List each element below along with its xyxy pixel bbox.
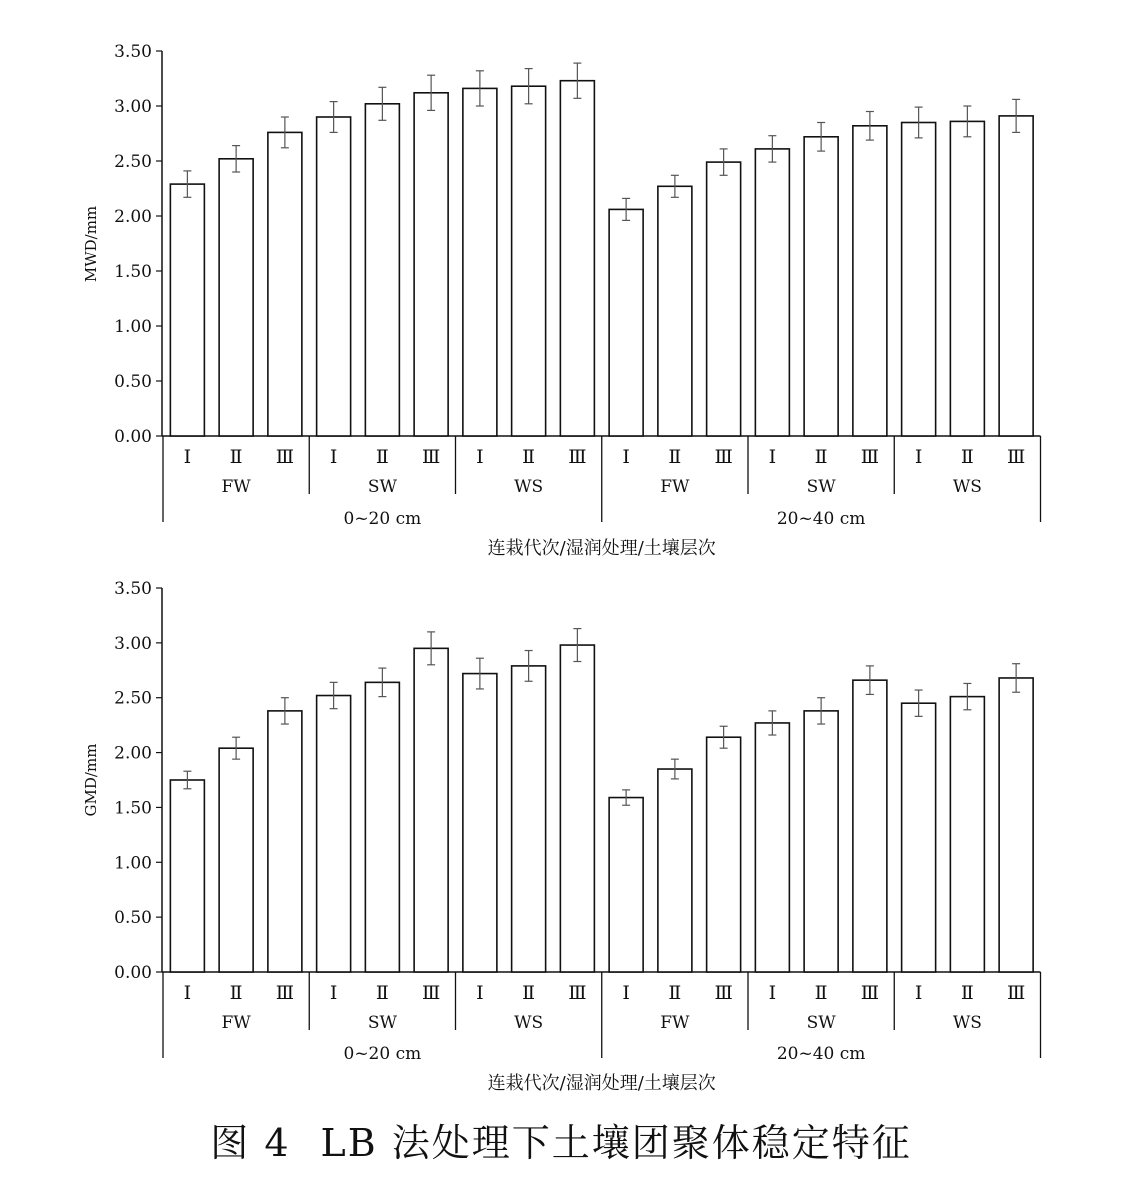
- x-axis-title: 连栽代次/湿润处理/土壤层次: [487, 538, 716, 559]
- x-group-label: SW: [806, 1013, 836, 1033]
- y-tick-label: 0.50: [114, 908, 152, 929]
- bar: [219, 748, 253, 972]
- bar: [609, 798, 643, 972]
- y-tick-label: 2.00: [114, 743, 152, 764]
- x-category-label: Ⅰ: [622, 446, 630, 468]
- bar: [658, 186, 692, 436]
- x-category-label: Ⅱ: [960, 446, 974, 468]
- y-tick-label: 2.50: [114, 688, 152, 709]
- bar: [707, 162, 741, 436]
- y-axis-title: MWD/mm: [82, 205, 100, 283]
- x-group-label: WS: [514, 477, 544, 497]
- x-category-label: Ⅱ: [668, 446, 682, 468]
- y-tick-label: 0.50: [114, 372, 152, 392]
- bar: [170, 780, 204, 972]
- bar: [463, 88, 497, 436]
- mwd-chart: [82, 42, 1041, 559]
- x-category-label: Ⅱ: [375, 982, 389, 1004]
- x-group-label: FW: [660, 1013, 690, 1033]
- x-category-label: Ⅰ: [914, 446, 923, 468]
- x-category-label: Ⅰ: [768, 982, 777, 1004]
- x-group-label: SW: [367, 1013, 397, 1033]
- x-category-label: Ⅲ: [1006, 446, 1026, 468]
- x-category-label: Ⅰ: [183, 982, 192, 1004]
- y-tick-label: 2.50: [114, 152, 152, 172]
- bar: [560, 645, 594, 972]
- x-group-label: FW: [221, 1013, 251, 1033]
- x-category-label: Ⅰ: [622, 982, 630, 1004]
- bar: [414, 648, 448, 972]
- x-group-label: FW: [660, 477, 690, 497]
- x-category-label: Ⅱ: [960, 982, 974, 1004]
- bar: [707, 737, 741, 972]
- y-tick-label: 3.50: [114, 42, 152, 62]
- bar: [902, 703, 936, 972]
- x-category-label: Ⅱ: [668, 982, 682, 1004]
- x-layer-label: 0~20 cm: [343, 1044, 422, 1064]
- bar: [853, 680, 887, 972]
- x-category-label: Ⅲ: [714, 446, 733, 468]
- x-category-label: Ⅲ: [714, 982, 733, 1004]
- bar: [365, 104, 399, 436]
- bar: [512, 86, 546, 436]
- bar: [609, 209, 643, 436]
- bar: [268, 132, 302, 436]
- x-group-label: WS: [952, 477, 982, 497]
- bar: [755, 149, 789, 436]
- bar: [317, 696, 351, 972]
- x-category-label: Ⅰ: [914, 982, 923, 1004]
- x-axis-title: 连栽代次/湿润处理/土壤层次: [487, 1073, 716, 1094]
- bar: [658, 769, 692, 972]
- y-tick-label: 3.50: [114, 579, 152, 599]
- y-tick-label: 1.50: [114, 262, 152, 282]
- x-group-label: SW: [367, 477, 397, 497]
- bar: [853, 126, 887, 436]
- x-category-label: Ⅰ: [329, 982, 338, 1004]
- x-layer-label: 20~40 cm: [776, 1044, 866, 1064]
- bar: [463, 674, 497, 972]
- y-tick-label: 3.00: [114, 633, 152, 654]
- figure-number: 图 4: [210, 1121, 291, 1165]
- bar: [170, 184, 204, 436]
- bar: [365, 682, 399, 972]
- x-category-label: Ⅰ: [329, 446, 338, 468]
- x-category-label: Ⅱ: [229, 446, 243, 468]
- x-category-label: Ⅰ: [768, 446, 777, 468]
- figure-title: LB 法处理下土壤团聚体稳定特征: [320, 1121, 912, 1165]
- bar: [268, 711, 302, 972]
- x-group-label: WS: [514, 1013, 544, 1033]
- bar: [950, 121, 984, 436]
- bar: [950, 697, 984, 972]
- bar: [804, 711, 838, 972]
- bar: [999, 678, 1033, 972]
- y-tick-label: 3.00: [114, 97, 152, 117]
- x-category-label: Ⅲ: [275, 446, 295, 468]
- y-tick-label: 2.00: [114, 207, 152, 227]
- gmd-chart: [82, 579, 1041, 1094]
- bar: [804, 137, 838, 436]
- figure-caption: [0, 1112, 1122, 1167]
- bar: [755, 723, 789, 972]
- y-tick-label: 0.00: [114, 427, 152, 447]
- y-tick-label: 1.00: [114, 317, 152, 337]
- x-category-label: Ⅰ: [476, 446, 484, 468]
- x-category-label: Ⅱ: [814, 446, 828, 468]
- bar: [999, 116, 1033, 436]
- x-category-label: Ⅲ: [421, 446, 441, 468]
- x-category-label: Ⅲ: [568, 446, 587, 468]
- x-category-label: Ⅲ: [568, 982, 587, 1004]
- x-group-label: FW: [221, 477, 251, 497]
- x-category-label: Ⅰ: [476, 982, 484, 1004]
- x-category-label: Ⅱ: [229, 982, 243, 1004]
- x-category-label: Ⅱ: [522, 982, 536, 1004]
- x-category-label: Ⅱ: [375, 446, 389, 468]
- x-category-label: Ⅲ: [421, 982, 441, 1004]
- y-tick-label: 0.00: [114, 963, 152, 983]
- x-group-label: SW: [806, 477, 836, 497]
- y-tick-label: 1.50: [114, 798, 152, 819]
- x-category-label: Ⅲ: [860, 982, 880, 1004]
- x-group-label: WS: [952, 1013, 982, 1033]
- bar: [512, 666, 546, 972]
- x-category-label: Ⅲ: [275, 982, 295, 1004]
- x-layer-label: 20~40 cm: [776, 509, 866, 529]
- bar: [902, 123, 936, 437]
- x-category-label: Ⅰ: [183, 446, 192, 468]
- x-category-label: Ⅲ: [860, 446, 880, 468]
- x-category-label: Ⅱ: [814, 982, 828, 1004]
- x-category-label: Ⅲ: [1006, 982, 1026, 1004]
- y-axis-title: GMD/mm: [82, 743, 100, 817]
- bar: [219, 159, 253, 436]
- x-layer-label: 0~20 cm: [343, 509, 422, 529]
- x-category-label: Ⅱ: [522, 446, 536, 468]
- bar: [560, 81, 594, 436]
- y-tick-label: 1.00: [114, 853, 152, 874]
- bar: [414, 93, 448, 436]
- bar: [317, 117, 351, 436]
